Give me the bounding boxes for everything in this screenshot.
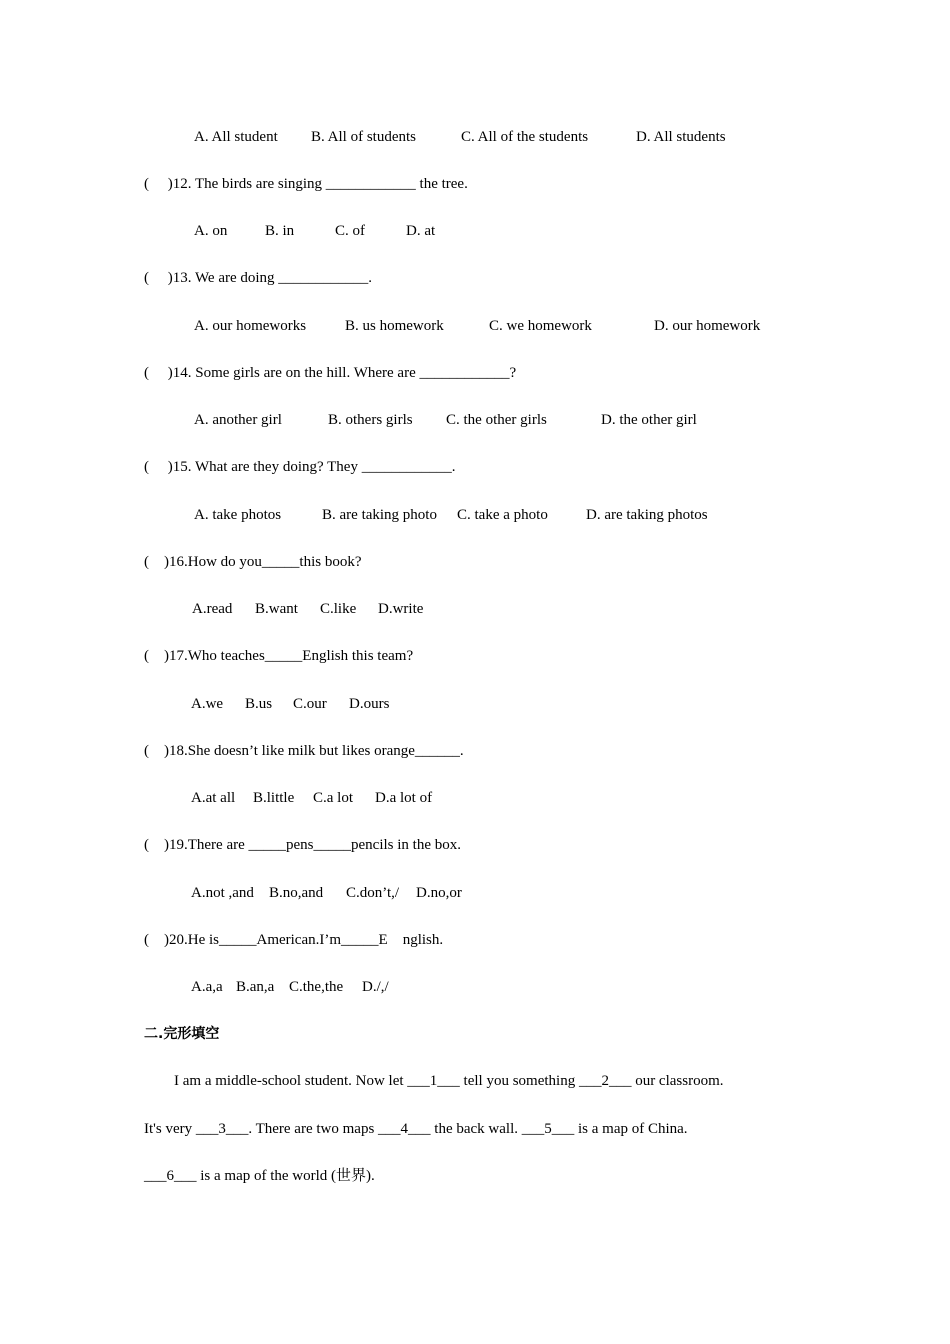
q14-option-c: C. the other girls — [446, 412, 547, 428]
q11-option-b: B. All of students — [311, 129, 417, 145]
question-13: ( )13. We are doing ____________. — [144, 270, 373, 286]
q17-option-b: B.us — [245, 696, 273, 712]
q20-option-d: D./,/ — [362, 979, 389, 995]
q15-option-a: A. take photos — [194, 507, 282, 523]
question-12: ( )12. The birds are singing ____________ the tree. — [144, 176, 468, 192]
q16-option-d: D.write — [378, 601, 424, 617]
q14-option-a: A. another girl — [194, 412, 282, 428]
q14-option-d: D. the other girl — [601, 412, 697, 428]
q13-option-b: B. us homework — [345, 318, 444, 334]
q15-option-d: D. are taking photos — [586, 507, 708, 523]
q16-option-b: B.want — [255, 601, 298, 617]
q20-option-c: C.the,the — [289, 979, 344, 995]
q20-option-b: B.an,a — [236, 979, 275, 995]
q12-option-c: C. of — [335, 223, 365, 239]
q13-option-d: D. our homework — [654, 318, 761, 334]
q19-option-c: C.don’t,/ — [346, 885, 400, 901]
question-16: ( )16.How do you_____this book? — [144, 554, 362, 570]
q18-option-a: A.at all — [191, 790, 236, 806]
cloze-line-1: I am a middle-school student. Now let ___1___ tell you something ___2___ our classroom. — [174, 1073, 724, 1089]
q11-option-c: C. All of the students — [461, 129, 589, 145]
q12-option-d: D. at — [406, 223, 436, 239]
cloze-line-2: It's very ___3___. There are two maps ___4___ the back wall. ___5___ is a map of China. — [144, 1121, 688, 1137]
question-19: ( )19.There are _____pens_____pencils in the box. — [144, 837, 461, 853]
q18-option-b: B.little — [253, 790, 295, 806]
question-18: ( )18.She doesn’t like milk but likes orange______. — [144, 743, 464, 759]
question-15: ( )15. What are they doing? They ____________. — [144, 459, 456, 475]
question-17: ( )17.Who teaches_____English this team? — [144, 648, 414, 664]
q11-option-a: A. All student — [194, 129, 278, 145]
q18-option-c: C.a lot — [313, 790, 353, 806]
q12-option-a: A. on — [194, 223, 228, 239]
q18-option-d: D.a lot of — [375, 790, 433, 806]
q19-option-a: A.not ,and — [191, 885, 254, 901]
q19-option-d: D.no,or — [416, 885, 462, 901]
section-title-cloze: 二.完形填空 — [144, 1026, 220, 1042]
q13-option-a: A. our homeworks — [194, 318, 307, 334]
q15-option-c: C. take a photo — [457, 507, 548, 523]
question-20: ( )20.He is_____American.I’m_____E nglish. — [144, 932, 444, 948]
q19-option-b: B.no,and — [269, 885, 324, 901]
question-14: ( )14. Some girls are on the hill. Where are ____________? — [144, 365, 517, 381]
cloze-line-3: ___6___ is a map of the world (世界). — [144, 1168, 375, 1184]
q15-option-b: B. are taking photo — [322, 507, 437, 523]
q17-option-d: D.ours — [349, 696, 390, 712]
q11-option-d: D. All students — [636, 129, 726, 145]
q14-option-b: B. others girls — [328, 412, 413, 428]
q17-option-a: A.we — [191, 696, 224, 712]
q16-option-a: A.read — [192, 601, 233, 617]
q20-option-a: A.a,a — [191, 979, 223, 995]
q16-option-c: C.like — [320, 601, 357, 617]
q12-option-b: B. in — [265, 223, 295, 239]
q17-option-c: C.our — [293, 696, 327, 712]
q13-option-c: C. we homework — [489, 318, 592, 334]
